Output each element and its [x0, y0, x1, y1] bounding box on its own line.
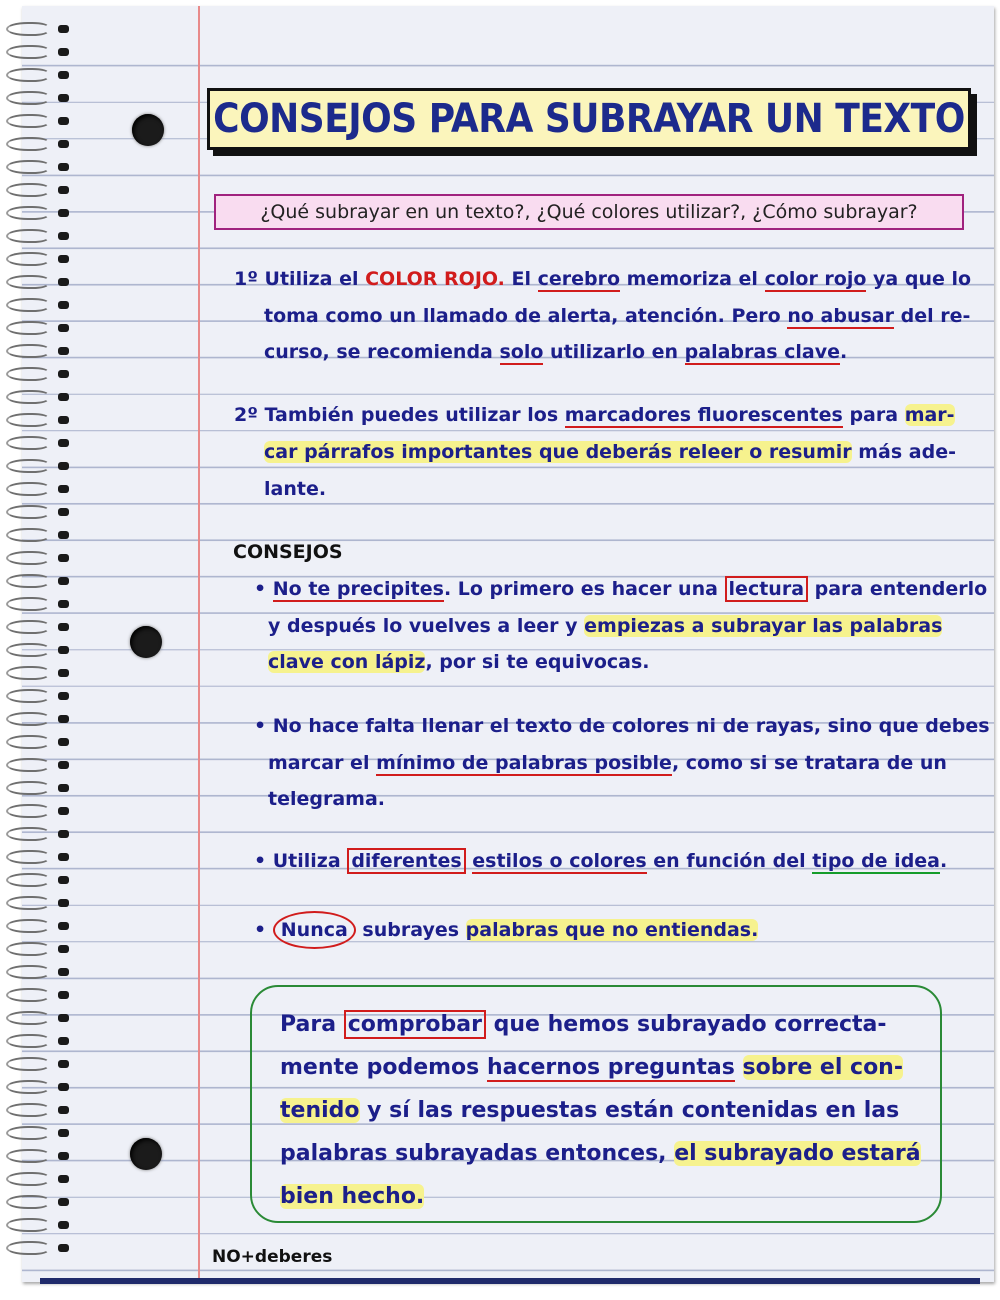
text: palabras subrayadas entonces,	[280, 1141, 675, 1166]
spiral-slot	[58, 623, 69, 631]
spiral-ring	[6, 827, 50, 841]
bullet2-line2	[268, 752, 947, 774]
punch-hole-bottom	[130, 1138, 162, 1170]
spiral-ring	[6, 758, 50, 772]
bullet2-line3: telegrama.	[268, 788, 385, 810]
text: marcar el	[268, 752, 377, 774]
spiral-ring	[6, 68, 50, 82]
spiral-ring	[6, 551, 50, 565]
spiral-ring	[6, 919, 50, 933]
spiral-slot	[58, 876, 69, 884]
text: El	[504, 268, 538, 290]
summary-line4	[280, 1141, 921, 1166]
text: curso, se recomienda	[264, 341, 500, 363]
summary-line3	[280, 1098, 899, 1123]
spiral-ring	[6, 1057, 50, 1071]
boxed-word: comprobar	[344, 1010, 486, 1039]
spiral-slot	[58, 761, 69, 769]
spiral-slot	[58, 1129, 69, 1137]
bullet: •	[254, 578, 273, 600]
spiral-ring	[6, 1195, 50, 1209]
highlighted-text: sobre el con-	[742, 1055, 903, 1080]
spiral-ring	[6, 344, 50, 358]
text: más ade-	[851, 441, 956, 463]
spiral-slot	[58, 94, 69, 102]
highlighted-text: mar-	[904, 404, 955, 426]
spiral-slot	[58, 232, 69, 240]
spiral-slot	[58, 209, 69, 217]
spiral-slot	[58, 945, 69, 953]
spiral-ring	[6, 597, 50, 611]
spiral-slot	[58, 991, 69, 999]
spiral-slot	[58, 462, 69, 470]
spiral-slot	[58, 577, 69, 585]
spiral-slot	[58, 1014, 69, 1022]
spiral-slot	[58, 738, 69, 746]
bullet1-line3	[268, 651, 650, 673]
spiral-slot	[58, 485, 69, 493]
text	[735, 1055, 743, 1080]
text: toma como un llamado de alerta, atención. Pero	[264, 305, 788, 327]
spiral-slot	[58, 370, 69, 378]
underlined-word: cerebro	[537, 268, 621, 290]
underlined-word: No te precipites	[272, 578, 444, 600]
spiral-ring	[6, 1172, 50, 1186]
spiral-slot	[58, 48, 69, 56]
spiral-slot	[58, 1152, 69, 1160]
spiral-slot	[58, 140, 69, 148]
text: • Utiliza	[254, 850, 348, 872]
spiral-ring	[6, 735, 50, 749]
page-title: CONSEJOS PARA SUBRAYAR UN TEXTO	[213, 96, 965, 142]
spiral-slot	[58, 255, 69, 263]
text: para entenderlo	[808, 578, 988, 600]
spiral-slot	[58, 71, 69, 79]
tip1-line1	[234, 268, 971, 290]
spiral-slot	[58, 1221, 69, 1229]
bullet1-line2	[268, 615, 942, 637]
spiral-ring	[6, 850, 50, 864]
spiral-ring	[6, 804, 50, 818]
title-banner	[207, 88, 971, 150]
bullet4-line	[254, 919, 758, 941]
spiral-ring	[6, 942, 50, 956]
text: 1º Utiliza el	[234, 268, 366, 290]
text: , por si te equivocas.	[425, 651, 650, 673]
underlined-word: mínimo de palabras posible	[376, 752, 672, 774]
text: en función del	[646, 850, 813, 872]
text: y sí las respuestas están contenidas en las	[359, 1098, 900, 1123]
tip1-line3	[264, 341, 847, 363]
spiral-ring	[6, 1149, 50, 1163]
spiral-ring	[6, 91, 50, 105]
text: Para	[280, 1012, 344, 1037]
spiral-slot	[58, 163, 69, 171]
spiral-ring	[6, 620, 50, 634]
spiral-slot	[58, 117, 69, 125]
bullet3-line	[254, 850, 947, 872]
spiral-slot	[58, 968, 69, 976]
bullet1-line1	[254, 578, 987, 600]
spiral-slot	[58, 784, 69, 792]
spiral-ring	[6, 1241, 50, 1255]
text: , como si se tratara de un	[671, 752, 947, 774]
spiral-ring	[6, 229, 50, 243]
margin-line	[198, 6, 200, 1282]
highlighted-text: clave con lápiz	[268, 651, 426, 673]
spiral-ring	[6, 413, 50, 427]
spiral-slot	[58, 646, 69, 654]
spiral-ring	[6, 1126, 50, 1140]
spiral-ring	[6, 321, 50, 335]
text: mente podemos	[280, 1055, 487, 1080]
spiral-ring	[6, 988, 50, 1002]
summary-line5	[280, 1184, 424, 1209]
text: para	[842, 404, 905, 426]
spiral-ring	[6, 436, 50, 450]
spiral-slot	[58, 1175, 69, 1183]
tip1-line2	[264, 305, 970, 327]
spiral-slot	[58, 508, 69, 516]
punch-hole-top	[132, 114, 164, 146]
text: . Lo primero es hacer una	[443, 578, 725, 600]
spiral-slot	[58, 439, 69, 447]
underlined-word: no abusar	[787, 305, 894, 327]
spiral-slot	[58, 324, 69, 332]
text: memoriza el	[620, 268, 765, 290]
spiral-slot	[58, 692, 69, 700]
spiral-ring	[6, 873, 50, 887]
highlighted-text: bien hecho.	[280, 1184, 425, 1209]
spiral-ring	[6, 459, 50, 473]
text: 2º También puedes utilizar los	[234, 404, 565, 426]
spiral-slot	[58, 830, 69, 838]
spiral-slot	[58, 301, 69, 309]
text: ya que lo	[866, 268, 972, 290]
spiral-ring	[6, 252, 50, 266]
summary-line2	[280, 1055, 903, 1080]
spiral-slot	[58, 25, 69, 33]
underlined-word: solo	[499, 341, 544, 363]
highlighted-text: tenido	[280, 1098, 360, 1123]
spiral-ring	[6, 689, 50, 703]
spiral-ring	[6, 643, 50, 657]
circled-word: Nunca	[273, 911, 356, 949]
punch-hole-middle	[130, 626, 162, 658]
text: utilizarlo en	[543, 341, 685, 363]
tip2-line1	[234, 404, 955, 426]
spiral-slot	[58, 1060, 69, 1068]
spiral-slot	[58, 669, 69, 677]
underlined-word: palabras clave	[684, 341, 841, 363]
spiral-ring	[6, 298, 50, 312]
spiral-slot	[58, 186, 69, 194]
spiral-ring	[6, 1103, 50, 1117]
bullet2-line1: • No hace falta llenar el texto de colores ni de rayas, sino que debes	[254, 715, 990, 737]
spiral-slot	[58, 347, 69, 355]
spiral-ring	[6, 390, 50, 404]
text: subrayes	[355, 919, 466, 941]
spiral-ring	[6, 275, 50, 289]
spiral-ring	[6, 896, 50, 910]
spiral-ring	[6, 160, 50, 174]
underlined-word: marcadores fluorescentes	[564, 404, 843, 426]
spiral-ring	[6, 712, 50, 726]
text: .	[940, 850, 948, 872]
text: y después lo vuelves a leer y	[268, 615, 585, 637]
boxed-word: lectura	[725, 576, 808, 602]
spiral-ring	[6, 528, 50, 542]
spiral-slot	[58, 1198, 69, 1206]
spiral-slot	[58, 278, 69, 286]
highlighted-text: el subrayado estará	[674, 1141, 921, 1166]
bullet: •	[254, 919, 273, 941]
spiral-slot	[58, 1106, 69, 1114]
spiral-slot	[58, 416, 69, 424]
subtitle-box: ¿Qué subrayar en un texto?, ¿Qué colores utilizar?, ¿Cómo subrayar?	[214, 194, 964, 230]
notebook-bottom-edge	[40, 1278, 980, 1284]
text: que hemos subrayado correcta-	[485, 1012, 887, 1037]
highlighted-text: empiezas a subrayar las palabras	[584, 615, 943, 637]
spiral-ring	[6, 574, 50, 588]
spiral-ring	[6, 45, 50, 59]
spiral-ring	[6, 137, 50, 151]
spiral-ring	[6, 1080, 50, 1094]
boxed-word: diferentes	[347, 848, 465, 874]
highlighted-text: car párrafos importantes que deberás releer o resumir	[264, 441, 852, 463]
underlined-word-green: tipo de idea	[812, 850, 941, 872]
tip2-line2	[264, 441, 956, 463]
spiral-ring	[6, 482, 50, 496]
text: del re-	[894, 305, 971, 327]
spiral-ring	[6, 367, 50, 381]
underlined-word: color rojo	[764, 268, 867, 290]
underlined-word: hacernos preguntas	[486, 1055, 735, 1080]
spiral-slot	[58, 554, 69, 562]
highlighted-text: palabras que no entiendas.	[465, 919, 759, 941]
spiral-slot	[58, 899, 69, 907]
spiral-slot	[58, 1244, 69, 1252]
spiral-ring	[6, 781, 50, 795]
red-keyword: COLOR ROJO.	[365, 268, 505, 290]
spiral-ring	[6, 206, 50, 220]
spiral-ring	[6, 505, 50, 519]
spiral-ring	[6, 1034, 50, 1048]
spiral-ring	[6, 1011, 50, 1025]
text: .	[840, 341, 848, 363]
spiral-slot	[58, 807, 69, 815]
spiral-ring	[6, 1218, 50, 1232]
footer-credit: NO+deberes	[212, 1247, 333, 1267]
spiral-slot	[58, 1037, 69, 1045]
spiral-slot	[58, 600, 69, 608]
tip2-line3: lante.	[264, 478, 327, 500]
spiral-slot	[58, 715, 69, 723]
spiral-ring	[6, 666, 50, 680]
spiral-ring	[6, 965, 50, 979]
spiral-ring	[6, 183, 50, 197]
spiral-slot	[58, 853, 69, 861]
spiral-ring	[6, 114, 50, 128]
spiral-slot	[58, 922, 69, 930]
spiral-ring	[6, 22, 50, 36]
underlined-word: estilos o colores	[472, 850, 647, 872]
consejos-heading: CONSEJOS	[233, 541, 343, 563]
spiral-slot	[58, 1083, 69, 1091]
spiral-slot	[58, 393, 69, 401]
spiral-slot	[58, 531, 69, 539]
summary-line1	[280, 1012, 887, 1037]
